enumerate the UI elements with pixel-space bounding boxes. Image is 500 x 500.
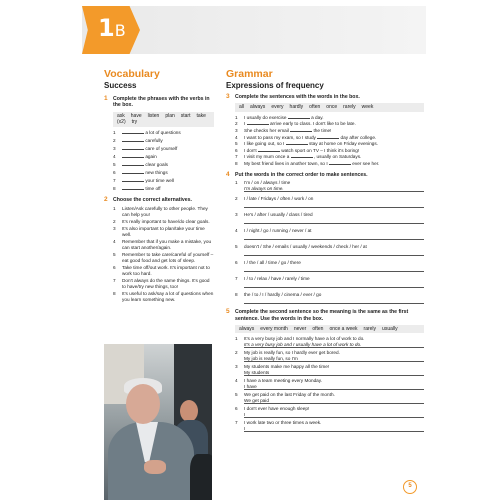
item-text: again [145,153,157,159]
exercise-2-list [104,206,214,303]
word-box-item: start [180,112,191,119]
exercise-5-item [226,378,424,384]
answer-blank[interactable] [291,154,313,158]
answer-line[interactable]: It's a very busy job and I usually have a lot of work to do. [244,342,424,348]
exercise-5-list [226,336,424,432]
item-number: 5 [235,141,238,147]
exercise-1-item [104,186,214,192]
word-box-item: often [312,325,324,332]
word-box-item: plan [165,112,175,119]
answer-line[interactable] [244,298,424,304]
item-text-post: day after college. [340,134,377,140]
word-box-item: week [361,104,374,111]
exercise-3-word-box [235,103,424,112]
answer-line[interactable] [244,266,424,272]
answer-blank[interactable] [122,146,144,150]
item-text: It's also important to plan/take your time well. [122,225,205,237]
item-number: 8 [235,160,238,166]
item-first-sentence: I work late two or three times a week. [244,420,322,426]
item-text: Remember to take care/careful of yourself – eat good food and get lots of sleep. [122,251,214,263]
page-number: 5 [403,480,417,494]
answer-blank[interactable] [122,186,144,190]
item-text: Don't always do the same things. It's good to have/try new things, too! [122,277,210,289]
answer-blank[interactable] [317,135,339,139]
word-box-item: always [250,104,266,111]
answer-blank[interactable] [329,161,351,165]
exercise-3-item [226,115,424,121]
answer-line[interactable]: I [244,412,424,418]
exercise-4-item [226,180,424,186]
word-box-item: all [239,104,245,111]
item-number: 3 [235,212,238,218]
answer-line[interactable] [244,202,424,208]
answer-blank[interactable] [122,162,144,166]
item-number: 4 [113,238,116,244]
exercise-4-item [226,292,424,298]
item-first-sentence: It's a very busy job and I normally have a lot of work to do. [244,336,365,342]
item-number: 3 [113,145,116,151]
answer-blank[interactable] [288,115,310,119]
grammar-subtitle: Expressions of frequency [226,81,324,90]
answer-line[interactable]: I'm always on time. [244,186,424,192]
vocabulary-title: Vocabulary [104,68,160,80]
exercise-1-word-box [113,112,214,127]
word-box-item: once [326,104,338,111]
exercise-3-item [226,161,424,167]
exercise-1-item [104,170,214,176]
item-text: It's useful to ask/say a lot of questions when you learn something new. [122,290,214,302]
exercise-1-list [104,130,214,192]
answer-line[interactable]: I [244,426,424,432]
item-number: 4 [235,134,238,140]
item-text-pre: I don't [244,147,257,153]
vocabulary-subtitle: Success [104,81,137,90]
exercise-4-item [226,260,424,266]
answer-blank[interactable] [122,138,144,142]
exercise-1-item [104,138,214,144]
item-text: a lot of questions [145,129,181,135]
item-number: 6 [235,260,238,266]
classroom-photo [104,344,212,500]
item-text: clear goals [145,161,168,167]
exercise-2-item [104,265,214,277]
item-number: 2 [235,121,238,127]
item-text: carefully [145,137,163,143]
item-number: 7 [113,277,116,283]
answer-blank[interactable] [258,148,280,152]
item-text-pre: I [244,121,246,127]
exercise-4-instruction: 4 Put the words in the correct order to make sentences. [226,170,368,178]
exercise-2-item [104,219,214,225]
exercise-5-item [226,392,424,398]
exercise-2-item [104,206,214,218]
item-text: Listen/Ask carefully to other people. They can help you! [122,205,208,217]
item-text-post: watch sport on TV – I think it's boring! [281,147,360,153]
exercise-1-item [104,178,214,184]
item-number: 1 [113,205,116,211]
answer-blank[interactable] [247,121,269,125]
word-box-item: always [239,325,255,332]
item-number: 5 [235,244,238,250]
item-number: 2 [235,196,238,202]
item-text: I / late / Fridays / often / work / on [244,196,314,202]
item-number: 7 [235,420,238,426]
exercise-3-item [226,135,424,141]
item-text: Remember that if you make a mistake, you can start another/again. [122,238,212,250]
item-number: 2 [235,350,238,356]
item-number: 6 [235,406,238,412]
exercise-5-word-box [235,325,424,334]
item-number: 7 [235,154,238,160]
word-box-item: ask [117,112,125,119]
word-box-item: once a week [329,325,358,332]
exercise-5-item [226,364,424,370]
answer-blank[interactable] [290,128,312,132]
item-text-post: ever see her. [352,160,380,166]
item-text-pre: I visit my mum once a [244,154,290,160]
item-text-pre: I want to pass my exam, so I study [244,134,316,140]
item-number: 6 [113,169,116,175]
word-box-item: never [293,325,307,332]
item-number: 7 [113,177,116,183]
answer-line[interactable]: We get paid [244,398,424,404]
answer-line[interactable]: I have [244,384,424,390]
item-number: 4 [113,153,116,159]
grammar-column [226,68,424,434]
exercise-1-item [104,162,214,168]
exercise-1-instruction: 1 Complete the phrases with the verbs in the box. [104,95,210,109]
exercise-5-item [226,420,424,426]
word-box-item: have [130,112,142,119]
word-box-item: rarely [363,325,377,332]
item-text-post: , usually on Saturdays. [313,154,362,160]
exercise-4-item [226,244,424,250]
answer-line[interactable]: My students [244,370,424,376]
item-number: 7 [235,276,238,282]
item-text-pre: I like going out, so I [244,141,285,147]
exercise-3-list [226,115,424,167]
item-number: 5 [113,251,116,257]
exercise-4-item [226,212,424,218]
answer-line[interactable] [244,250,424,256]
item-first-sentence: We get paid on the last Friday of the month. [244,392,335,398]
exercise-2-item [104,226,214,238]
item-text-pre: She checks her email [244,127,289,133]
item-number: 5 [113,161,116,167]
word-box-item: often [309,104,321,111]
exercise-3-item [226,141,424,147]
item-text: your time well [145,177,174,183]
item-text: I / night / go / running / never / at [244,228,312,234]
exercise-5-instruction: 5 Complete the second sentence so the meaning is the same as the first sentence. Use the words in the box. [226,308,409,322]
item-text: Take time off/out work. It's important not to work too hard. [122,264,210,276]
word-box-item: try [131,119,138,126]
item-text: time off [145,185,161,191]
item-number: 8 [235,292,238,298]
exercise-5-item [226,406,424,412]
item-number: 3 [113,225,116,231]
exercise-2-item [104,278,214,290]
exercise-4-item [226,276,424,282]
item-text-post: a day. [311,114,324,120]
exercise-1-item [104,154,214,160]
word-box-item: every month [260,325,288,332]
item-number: 3 [235,127,238,133]
item-text-post: the time! [313,127,332,133]
item-text: He's / after / usually / class / tired [244,212,313,218]
item-text: doesn't / She / emails / usually / weekends / check / her / at [244,244,367,250]
item-first-sentence: I have a team meeting every Monday. [244,378,323,384]
answer-blank[interactable] [122,154,144,158]
answer-line[interactable]: My job is really fun, so I'm [244,356,424,362]
word-box-item: listen [147,112,160,119]
exercise-3-item [226,128,424,134]
item-text-post: stay at home on Friday evenings. [309,141,379,147]
answer-line[interactable] [244,282,424,288]
item-first-sentence: My job is really fun, so I hardly ever get bored. [244,350,340,356]
answer-line[interactable] [244,218,424,224]
exercise-2-item [104,291,214,303]
exercise-1-item [104,130,214,136]
item-number: 2 [113,137,116,143]
answer-line[interactable] [244,234,424,240]
exercise-3-item [226,148,424,154]
item-number: 6 [113,264,116,270]
item-text-pre: I usually do exercise [244,114,287,120]
word-box-item: rarely [343,104,356,111]
item-text: I / to / relax / have / rarely / time [244,276,310,282]
item-number: 5 [235,392,238,398]
word-box-item: hardly [289,104,304,111]
exercise-2-instruction: 2 Choose the correct alternatives. [104,195,192,203]
exercise-4-item [226,196,424,202]
exercise-4-item [226,228,424,234]
item-first-sentence: My students make me happy all the time! [244,364,330,370]
item-number: 2 [113,218,116,224]
item-text: new things [145,169,168,175]
item-number: 8 [113,185,116,191]
word-box-item: usually [382,325,398,332]
answer-blank[interactable] [122,170,144,174]
word-box-item: take (x2) [117,112,206,126]
answer-blank[interactable] [122,130,144,134]
exercise-3-item [226,121,424,127]
item-text-post: arrive early to class. I don't like to be late. [269,121,356,127]
word-box-item: every [271,104,284,111]
exercise-1-item [104,146,214,152]
answer-blank[interactable] [286,141,308,145]
item-text: I / the / all / time / go / there [244,260,301,266]
item-number: 1 [235,336,238,342]
item-first-sentence: I don't ever have enough sleep! [244,406,310,412]
item-number: 4 [235,228,238,234]
item-text-pre: My best friend lives in another town, so I [244,160,328,166]
answer-blank[interactable] [122,178,144,182]
item-number: 4 [235,378,238,384]
exercise-4-list [226,180,424,304]
item-text: It's really important to have/do clear goals. [122,218,210,224]
item-number: 6 [235,147,238,153]
exercise-5-item [226,350,424,356]
exercise-2-item [104,252,214,264]
item-number: 8 [113,290,116,296]
item-number: 1 [235,114,238,120]
item-text: the / to / I / hardly / cinema / ever / go [244,292,322,298]
item-number: 1 [235,180,238,186]
item-number: 1 [113,129,116,135]
item-text: I'm / on / always / time [244,180,291,186]
unit-number: 1B [98,14,125,42]
grammar-title: Grammar [226,68,273,80]
vocabulary-column [104,68,214,304]
exercise-3-item [226,154,424,160]
item-text: care of yourself [145,145,178,151]
item-number: 3 [235,364,238,370]
exercise-5-item [226,336,424,342]
exercise-2-item [104,239,214,251]
exercise-3-instruction: 3 Complete the sentences with the words in the box. [226,93,360,100]
